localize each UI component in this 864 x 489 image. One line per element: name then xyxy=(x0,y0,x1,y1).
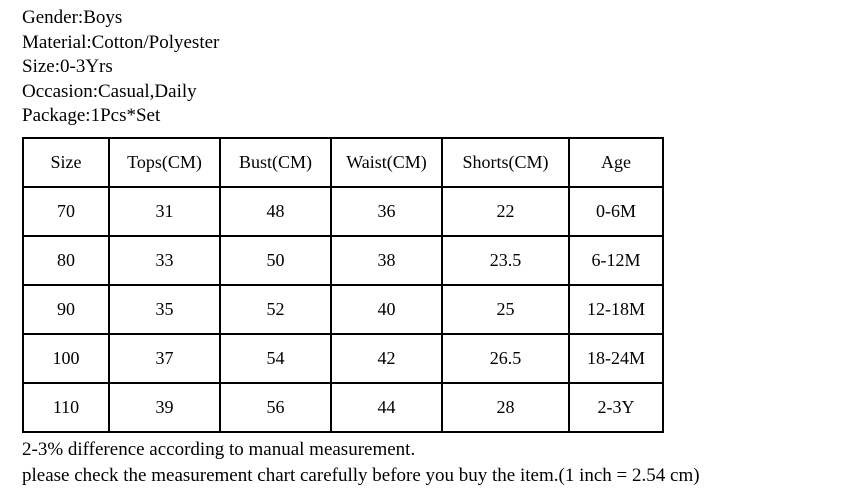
table-cell: 40 xyxy=(331,285,442,334)
table-cell: 100 xyxy=(23,334,109,383)
table-cell: 42 xyxy=(331,334,442,383)
table-cell: 33 xyxy=(109,236,220,285)
table-header-cell: Waist(CM) xyxy=(331,138,442,187)
table-cell: 54 xyxy=(220,334,331,383)
table-cell: 35 xyxy=(109,285,220,334)
table-cell: 37 xyxy=(109,334,220,383)
table-cell: 18-24M xyxy=(569,334,663,383)
product-spec-list xyxy=(22,6,864,129)
table-header-cell: Size xyxy=(23,138,109,187)
size-measurement-table xyxy=(22,137,664,433)
table-cell: 90 xyxy=(23,285,109,334)
table-cell: 52 xyxy=(220,285,331,334)
table-row xyxy=(23,236,663,285)
spec-item-size: Size:0-3Yrs xyxy=(22,56,113,77)
table-cell: 38 xyxy=(331,236,442,285)
table-row xyxy=(23,285,663,334)
note-check-chart: please check the measurement chart carefully before you buy the item.(1 inch = 2.54 cm) xyxy=(22,464,700,486)
spec-item-package: Package:1Pcs*Set xyxy=(22,105,161,126)
table-header-row xyxy=(23,138,663,187)
table-row xyxy=(23,187,663,236)
note-difference: 2-3% difference according to manual measurement. xyxy=(22,438,416,460)
table-row xyxy=(23,334,663,383)
table-cell: 23.5 xyxy=(442,236,569,285)
spec-item-gender: Gender:Boys xyxy=(22,7,123,28)
table-header-cell: Age xyxy=(569,138,663,187)
table-cell: 50 xyxy=(220,236,331,285)
spec-item-material: Material:Cotton/Polyester xyxy=(22,31,220,53)
table-cell: 70 xyxy=(23,187,109,236)
table-cell: 0-6M xyxy=(569,187,663,236)
table-cell: 110 xyxy=(23,383,109,432)
table-cell: 56 xyxy=(220,383,331,432)
measurement-notes xyxy=(22,437,864,489)
table-cell: 39 xyxy=(109,383,220,432)
spec-item-occasion: Occasion:Casual,Daily xyxy=(22,80,197,102)
table-cell: 2-3Y xyxy=(569,383,663,432)
table-cell: 44 xyxy=(331,383,442,432)
table-cell: 36 xyxy=(331,187,442,236)
table-cell: 26.5 xyxy=(442,334,569,383)
table-cell: 80 xyxy=(23,236,109,285)
table-header-cell: Tops(CM) xyxy=(109,138,220,187)
table-cell: 25 xyxy=(442,285,569,334)
table-cell: 28 xyxy=(442,383,569,432)
table-cell: 6-12M xyxy=(569,236,663,285)
table-row xyxy=(23,383,663,432)
table-cell: 48 xyxy=(220,187,331,236)
table-header-cell: Shorts(CM) xyxy=(442,138,569,187)
table-cell: 31 xyxy=(109,187,220,236)
table-cell: 22 xyxy=(442,187,569,236)
table-header-cell: Bust(CM) xyxy=(220,138,331,187)
table-cell: 12-18M xyxy=(569,285,663,334)
